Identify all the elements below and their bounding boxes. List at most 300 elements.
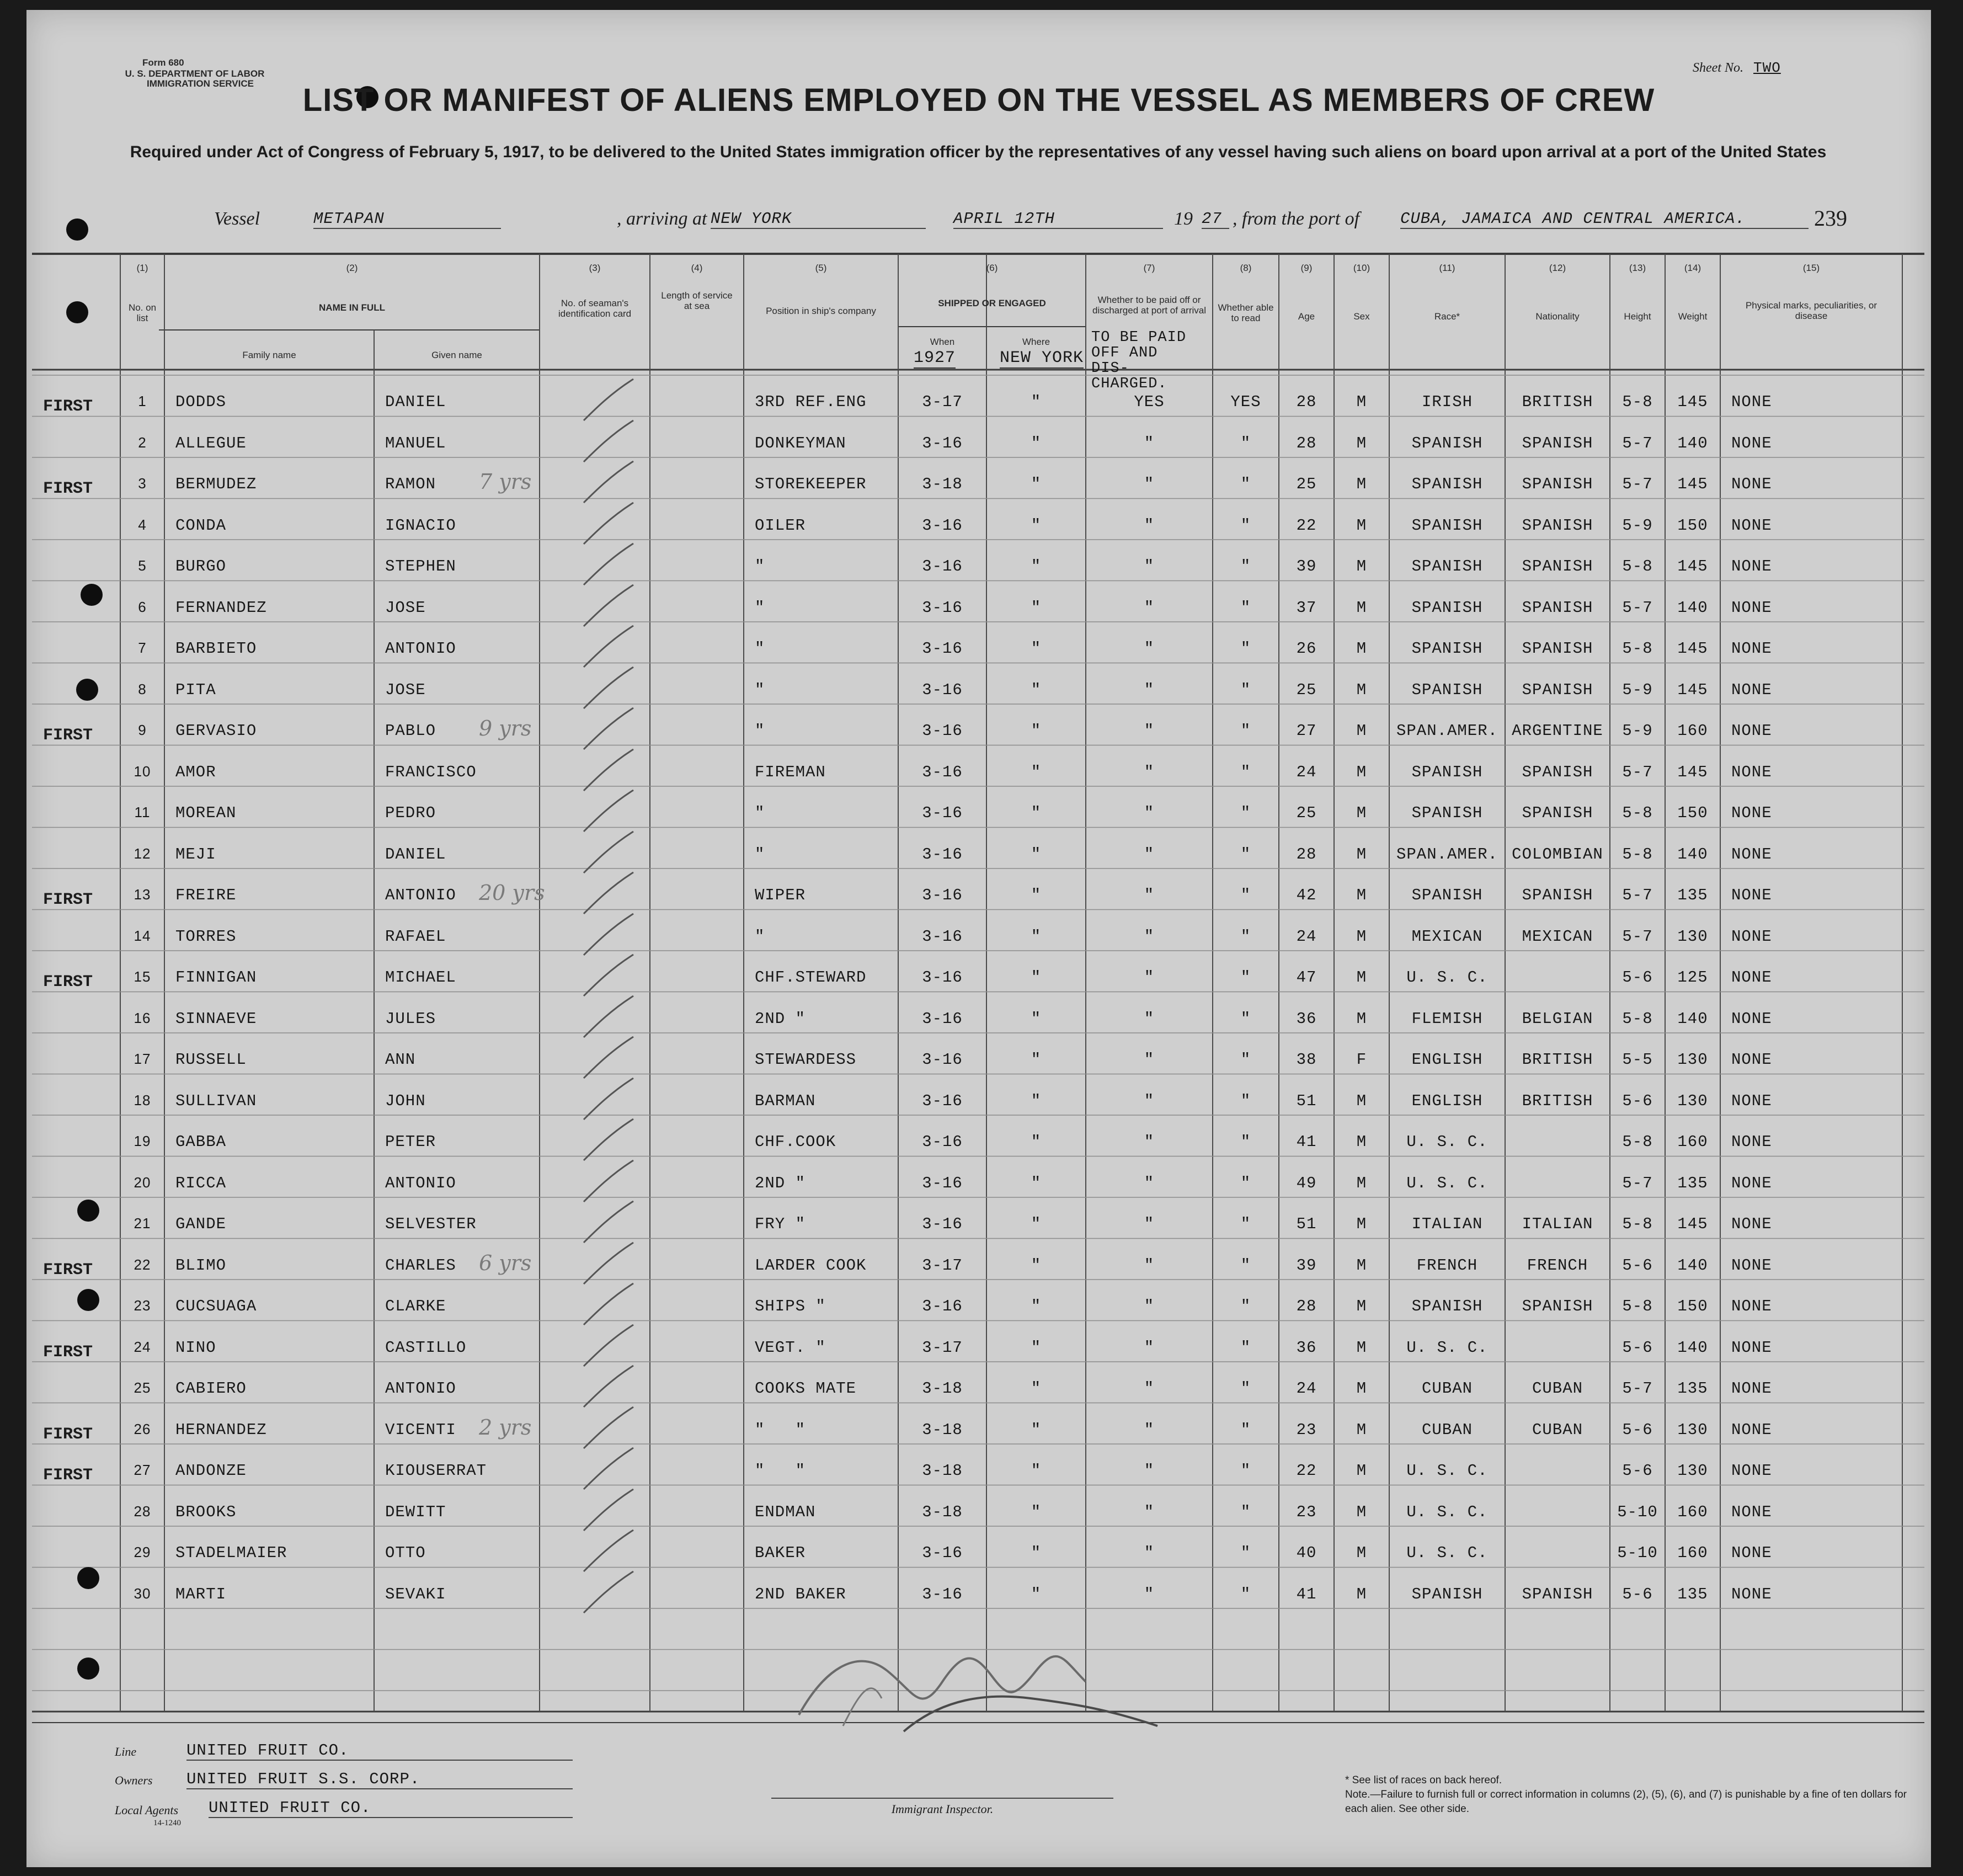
cell-height: 5-6 [1622, 1585, 1653, 1603]
cell-sex: M [1356, 722, 1367, 740]
cell-marks: NONE [1731, 1297, 1772, 1315]
cell-no: 29 [134, 1544, 151, 1560]
cell-age: 39 [1296, 557, 1317, 575]
cell-read: " [1240, 1585, 1251, 1603]
first-class-note: FIRST [43, 891, 93, 909]
cell-when: 3-16 [922, 1051, 963, 1069]
punch-hole [81, 584, 103, 606]
cell-paid: " [1144, 722, 1155, 740]
cell-race: ENGLISH [1411, 1051, 1483, 1069]
cell-where: " [1031, 598, 1042, 617]
cell-age: 24 [1296, 1379, 1317, 1398]
sheet-label: Sheet No. [1693, 61, 1743, 75]
cell-nationality: SPANISH [1522, 516, 1593, 535]
cell-weight: 145 [1677, 680, 1708, 699]
cell-when: 3-16 [922, 804, 963, 822]
cell-read: " [1240, 1462, 1251, 1480]
paid-off-note: TO BE PAID OFF AND DIS- CHARGED. [1091, 329, 1187, 392]
cell-when: 3-16 [922, 557, 963, 575]
cell-height: 5-8 [1622, 639, 1653, 658]
cell-sex: M [1356, 1379, 1367, 1398]
column-header: Weight [1678, 311, 1708, 322]
cell-family: MOREAN [175, 804, 237, 822]
cell-when: 3-16 [922, 722, 963, 740]
form-department: U. S. DEPARTMENT OF LABOR [125, 68, 265, 79]
sheet-number [1693, 60, 1781, 76]
cell-read: " [1240, 639, 1251, 658]
cell-paid: " [1144, 1133, 1155, 1151]
cell-sex: M [1356, 1502, 1367, 1521]
footer-form-code: 14-1240 [153, 1819, 181, 1827]
footer-owners: Owners [115, 1773, 153, 1787]
cell-weight: 145 [1677, 763, 1708, 781]
cell-where: " [1031, 639, 1042, 658]
punch-hole [76, 679, 98, 701]
cell-read: " [1240, 1338, 1251, 1357]
column-header: No. of seaman's identification card [558, 298, 632, 319]
cell-read: " [1240, 1502, 1251, 1521]
footer-agents-value: UNITED FRUIT CO. [209, 1799, 573, 1818]
cell-no: 17 [134, 1051, 151, 1067]
cell-height: 5-8 [1622, 1297, 1653, 1315]
cell-marks: NONE [1731, 1133, 1772, 1151]
cell-nationality: SPANISH [1522, 639, 1593, 658]
cell-height: 5-7 [1622, 1379, 1653, 1398]
column-header: Position in ship's company [766, 306, 876, 316]
cell-family: CONDA [175, 516, 227, 535]
cell-when: 3-16 [922, 927, 963, 946]
cell-marks: NONE [1731, 804, 1772, 822]
cell-no: 26 [134, 1420, 151, 1437]
cell-read: " [1240, 968, 1251, 987]
cell-where: " [1031, 968, 1042, 987]
cell-sex: M [1356, 598, 1367, 617]
cell-given: VICENTI [385, 1420, 456, 1439]
cell-race: U. S. C. [1406, 1462, 1488, 1480]
service-years-note: 2 yrs [479, 1415, 532, 1440]
cell-marks: NONE [1731, 1585, 1772, 1603]
cell-race: SPANISH [1411, 1585, 1483, 1603]
cell-race: SPANISH [1411, 886, 1483, 904]
cell-weight: 140 [1677, 434, 1708, 452]
cell-height: 5-8 [1622, 557, 1653, 575]
cell-height: 5-7 [1622, 434, 1653, 452]
column-number: (15) [1802, 263, 1820, 273]
column-number: (11) [1439, 263, 1455, 273]
column-number: (5) [815, 263, 827, 273]
cell-marks: NONE [1731, 1215, 1772, 1233]
cell-position: 3RD REF.ENG [755, 393, 867, 411]
cell-given: DANIEL [385, 845, 446, 864]
cell-sex: M [1356, 1215, 1367, 1233]
cell-height: 5-5 [1622, 1051, 1653, 1069]
cell-race: CUBAN [1421, 1420, 1473, 1439]
column-number: (7) [1143, 263, 1155, 273]
cell-weight: 160 [1677, 1133, 1708, 1151]
cell-read: " [1240, 1297, 1251, 1315]
footer-agents: Local Agents [115, 1803, 179, 1817]
cell-paid: " [1144, 598, 1155, 617]
cell-where: " [1031, 1462, 1042, 1480]
cell-no: 22 [134, 1256, 151, 1273]
cell-age: 38 [1296, 1051, 1317, 1069]
cell-weight: 135 [1677, 1174, 1708, 1192]
cell-no: 7 [138, 639, 147, 656]
cell-where: " [1031, 804, 1042, 822]
cell-weight: 145 [1677, 557, 1708, 575]
first-class-note: FIRST [43, 1425, 93, 1444]
cell-marks: NONE [1731, 639, 1772, 658]
cell-age: 23 [1296, 1420, 1317, 1439]
cell-height: 5-8 [1622, 1215, 1653, 1233]
cell-paid: YES [1134, 393, 1165, 411]
cell-no: 6 [138, 598, 147, 615]
cell-no: 21 [134, 1215, 151, 1232]
cell-where: " [1031, 845, 1042, 864]
cell-nationality: SPANISH [1522, 680, 1593, 699]
cell-paid: " [1144, 1051, 1155, 1069]
cell-read: YES [1230, 393, 1261, 411]
cell-weight: 150 [1677, 1297, 1708, 1315]
cell-race: SPANISH [1411, 804, 1483, 822]
cell-height: 5-9 [1622, 722, 1653, 740]
column-number: (9) [1300, 263, 1313, 273]
cell-family: RICCA [175, 1174, 227, 1192]
cell-height: 5-9 [1622, 680, 1653, 699]
footnote-note: Note.—Failure to furnish full or correct information in columns (2), (5), (6), and (7) is punishable by a fine of ten dollars for each alien. See other side. [1345, 1789, 1907, 1815]
cell-when: 3-16 [922, 1297, 963, 1315]
cell-marks: NONE [1731, 1544, 1772, 1562]
cell-read: " [1240, 1420, 1251, 1439]
cell-paid: " [1144, 1544, 1155, 1562]
column-header: Age [1298, 311, 1315, 322]
cell-when: 3-16 [922, 1009, 963, 1028]
cell-age: 24 [1296, 763, 1317, 781]
cell-position: COOKS MATE [755, 1379, 857, 1398]
cell-age: 51 [1296, 1091, 1317, 1110]
cell-given: PEDRO [385, 804, 436, 822]
cell-when: 3-16 [922, 598, 963, 617]
check-mark [578, 1569, 644, 1618]
cell-read: " [1240, 804, 1251, 822]
column-number: (10) [1353, 263, 1370, 273]
cell-race: SPANISH [1411, 516, 1483, 535]
cell-given: CLARKE [385, 1297, 446, 1315]
cell-sex: M [1356, 763, 1367, 781]
cell-age: 42 [1296, 886, 1317, 904]
column-number: (1) [136, 263, 148, 273]
cell-age: 28 [1296, 845, 1317, 864]
cell-when: 3-16 [922, 886, 963, 904]
cell-race: U. S. C. [1406, 1133, 1488, 1151]
cell-position: " [755, 598, 765, 617]
cell-family: FREIRE [175, 886, 237, 904]
punch-hole [77, 1567, 99, 1589]
column-header: Physical marks, peculiarities, or disease [1745, 300, 1877, 321]
cell-no: 28 [134, 1502, 151, 1520]
cell-paid: " [1144, 763, 1155, 781]
cell-position: " [755, 722, 765, 740]
cell-where: " [1031, 886, 1042, 904]
cell-where: " [1031, 1133, 1042, 1151]
cell-where: " [1031, 1091, 1042, 1110]
cell-no: 3 [138, 475, 147, 492]
cell-weight: 145 [1677, 475, 1708, 493]
first-class-note: FIRST [43, 1466, 93, 1485]
cell-race: U. S. C. [1406, 1544, 1488, 1562]
service-years-note: 9 yrs [479, 716, 532, 740]
inspector-line [771, 1798, 1113, 1799]
cell-age: 39 [1296, 1256, 1317, 1275]
cell-race: U. S. C. [1406, 1174, 1488, 1192]
cell-position: SHIPS " [755, 1297, 826, 1315]
cell-marks: NONE [1731, 557, 1772, 575]
cell-family: SULLIVAN [175, 1091, 257, 1110]
cell-nationality: COLOMBIAN [1512, 845, 1603, 864]
cell-position: " [755, 680, 765, 699]
column-header: Height [1624, 311, 1651, 322]
cell-sex: M [1356, 680, 1367, 699]
cell-sex: M [1356, 1338, 1367, 1357]
cell-weight: 145 [1677, 1215, 1708, 1233]
cell-where: " [1031, 1215, 1042, 1233]
cell-sex: M [1356, 845, 1367, 864]
cell-sex: F [1356, 1051, 1367, 1069]
service-years-note: 6 yrs [479, 1250, 532, 1275]
arrival-date: APRIL 12TH [953, 210, 1163, 229]
cell-marks: NONE [1731, 1009, 1772, 1028]
year-value: 27 [1202, 210, 1229, 229]
cell-where: " [1031, 722, 1042, 740]
cell-position: STEWARDESS [755, 1051, 857, 1069]
cell-height: 5-8 [1622, 1133, 1653, 1151]
cell-marks: NONE [1731, 927, 1772, 946]
cell-race: CUBAN [1421, 1379, 1473, 1398]
cell-nationality: BRITISH [1522, 1091, 1593, 1110]
cell-height: 5-8 [1622, 804, 1653, 822]
cell-weight: 160 [1677, 1544, 1708, 1562]
cell-height: 5-6 [1622, 1462, 1653, 1480]
column-number: (12) [1549, 263, 1566, 273]
cell-position: FRY " [755, 1215, 806, 1233]
cell-height: 5-10 [1617, 1544, 1658, 1562]
cell-race: FRENCH [1416, 1256, 1478, 1275]
cell-sex: M [1356, 968, 1367, 987]
cell-position: LARDER COOK [755, 1256, 867, 1275]
cell-position: 2ND BAKER [755, 1585, 846, 1603]
column-header: Length of service at sea [661, 290, 733, 311]
footer-line-value: UNITED FRUIT CO. [186, 1741, 573, 1761]
cell-when: 3-16 [922, 639, 963, 658]
cell-sex: M [1356, 557, 1367, 575]
cell-position: CHF.STEWARD [755, 968, 867, 987]
cell-position: OILER [755, 516, 806, 535]
cell-nationality: SPANISH [1522, 434, 1593, 452]
cell-where: " [1031, 1297, 1042, 1315]
cell-marks: NONE [1731, 393, 1772, 411]
cell-no: 14 [134, 927, 151, 944]
cell-no: 8 [138, 680, 147, 697]
column-number: (14) [1684, 263, 1701, 273]
cell-nationality: SPANISH [1522, 804, 1593, 822]
from-label: , from the port of [1233, 209, 1360, 229]
cell-where: " [1031, 557, 1042, 575]
column-header: When [930, 337, 955, 347]
cell-age: 41 [1296, 1585, 1317, 1603]
cell-paid: " [1144, 845, 1155, 864]
cell-age: 40 [1296, 1544, 1317, 1562]
cell-sex: M [1356, 1091, 1367, 1110]
cell-no: 9 [138, 722, 147, 738]
cell-given: RAMON [385, 475, 436, 493]
punch-hole [66, 301, 88, 323]
cell-age: 51 [1296, 1215, 1317, 1233]
footer-line: Line [115, 1745, 137, 1758]
cell-family: BLIMO [175, 1256, 227, 1275]
cell-position: " [755, 804, 765, 822]
cell-paid: " [1144, 1009, 1155, 1028]
cell-where: " [1031, 1420, 1042, 1439]
cell-nationality: CUBAN [1532, 1420, 1583, 1439]
cell-sex: M [1356, 393, 1367, 411]
cell-age: 22 [1296, 1462, 1317, 1480]
cell-paid: " [1144, 1215, 1155, 1233]
cell-where: " [1031, 1379, 1042, 1398]
cell-race: U. S. C. [1406, 1502, 1488, 1521]
cell-height: 5-7 [1622, 1174, 1653, 1192]
cell-sex: M [1356, 1585, 1367, 1603]
cell-paid: " [1144, 1462, 1155, 1480]
cell-height: 5-7 [1622, 598, 1653, 617]
cell-race: SPANISH [1411, 639, 1483, 658]
cell-read: " [1240, 516, 1251, 535]
cell-where: " [1031, 516, 1042, 535]
punch-hole [66, 218, 88, 241]
cell-position: FIREMAN [755, 763, 826, 781]
cell-no: 24 [134, 1338, 151, 1355]
cell-family: GERVASIO [175, 722, 257, 740]
cell-paid: " [1144, 1338, 1155, 1357]
column-header: SHIPPED OR ENGAGED [938, 298, 1046, 308]
cell-given: SELVESTER [385, 1215, 477, 1233]
cell-position: 2ND " [755, 1174, 806, 1192]
cell-race: SPANISH [1411, 434, 1483, 452]
cell-weight: 150 [1677, 516, 1708, 535]
cell-where: " [1031, 763, 1042, 781]
cell-read: " [1240, 722, 1251, 740]
cell-age: 22 [1296, 516, 1317, 535]
cell-sex: M [1356, 1297, 1367, 1315]
cell-no: 11 [134, 804, 151, 820]
cell-when: 3-16 [922, 845, 963, 864]
cell-marks: NONE [1731, 1420, 1772, 1439]
cell-sex: M [1356, 1174, 1367, 1192]
cell-family: DODDS [175, 393, 227, 411]
first-class-note: FIRST [43, 397, 93, 416]
cell-given: CASTILLO [385, 1338, 467, 1357]
cell-given: ANN [385, 1051, 416, 1069]
cell-no: 13 [134, 886, 151, 903]
from-port: CUBA, JAMAICA AND CENTRAL AMERICA. [1400, 210, 1809, 229]
inspector-signature [777, 1632, 1163, 1742]
cell-when: 3-17 [922, 1338, 963, 1357]
cell-family: HERNANDEZ [175, 1420, 267, 1439]
cell-when: 3-18 [922, 1462, 963, 1480]
cell-weight: 140 [1677, 1009, 1708, 1028]
cell-family: SINNAEVE [175, 1009, 257, 1028]
cell-paid: " [1144, 968, 1155, 987]
cell-given: STEPHEN [385, 557, 456, 575]
cell-sex: M [1356, 1420, 1367, 1439]
cell-given: RAFAEL [385, 927, 446, 946]
page-number: 239 [1814, 206, 1847, 231]
form-number: Form 680 [142, 57, 184, 68]
cell-when: 3-16 [922, 968, 963, 987]
cell-age: 28 [1296, 1297, 1317, 1315]
column-header: Sex [1353, 311, 1370, 322]
page-subtitle: Required under Act of Congress of February 5, 1917, to be delivered to the United States immigration officer by the representatives of any vessel having such aliens on board upon arrival at a port of the United States [130, 143, 1827, 161]
cell-race: U. S. C. [1406, 1338, 1488, 1357]
cell-position: WIPER [755, 886, 806, 904]
cell-marks: NONE [1731, 968, 1772, 987]
cell-height: 5-6 [1622, 1420, 1653, 1439]
cell-weight: 140 [1677, 1256, 1708, 1275]
punch-hole [77, 1289, 99, 1311]
cell-marks: NONE [1731, 1174, 1772, 1192]
column-header: Family name [242, 350, 296, 360]
cell-when: 3-16 [922, 516, 963, 535]
cell-read: " [1240, 434, 1251, 452]
cell-weight: 130 [1677, 1420, 1708, 1439]
cell-where: " [1031, 1174, 1042, 1192]
cell-nationality: BRITISH [1522, 393, 1593, 411]
vessel-name: METAPAN [313, 210, 501, 229]
cell-family: GABBA [175, 1133, 227, 1151]
cell-given: IGNACIO [385, 516, 456, 535]
manifest-sheet [26, 10, 1931, 1867]
cell-height: 5-6 [1622, 1256, 1653, 1275]
cell-marks: NONE [1731, 516, 1772, 535]
cell-where: " [1031, 434, 1042, 452]
cell-nationality: SPANISH [1522, 1297, 1593, 1315]
cell-when: 3-16 [922, 1215, 963, 1233]
cell-given: FRANCISCO [385, 763, 477, 781]
cell-nationality: BELGIAN [1522, 1009, 1593, 1028]
cell-given: JULES [385, 1009, 436, 1028]
cell-sex: M [1356, 434, 1367, 452]
cell-sex: M [1356, 516, 1367, 535]
column-number: (8) [1240, 263, 1252, 273]
cell-weight: 135 [1677, 886, 1708, 904]
cell-family: CUCSUAGA [175, 1297, 257, 1315]
cell-position: " [755, 557, 765, 575]
cell-age: 25 [1296, 680, 1317, 699]
cell-nationality: SPANISH [1522, 886, 1593, 904]
cell-marks: NONE [1731, 1091, 1772, 1110]
cell-paid: " [1144, 516, 1155, 535]
cell-read: " [1240, 1215, 1251, 1233]
cell-where: " [1031, 680, 1042, 699]
cell-height: 5-9 [1622, 516, 1653, 535]
year-prefix: 19 [1174, 209, 1193, 229]
cell-sex: M [1356, 1009, 1367, 1028]
column-number: (3) [589, 263, 601, 273]
cell-read: " [1240, 598, 1251, 617]
cell-paid: " [1144, 680, 1155, 699]
cell-where: " [1031, 1009, 1042, 1028]
cell-paid: " [1144, 1502, 1155, 1521]
cell-given: JOSE [385, 680, 426, 699]
